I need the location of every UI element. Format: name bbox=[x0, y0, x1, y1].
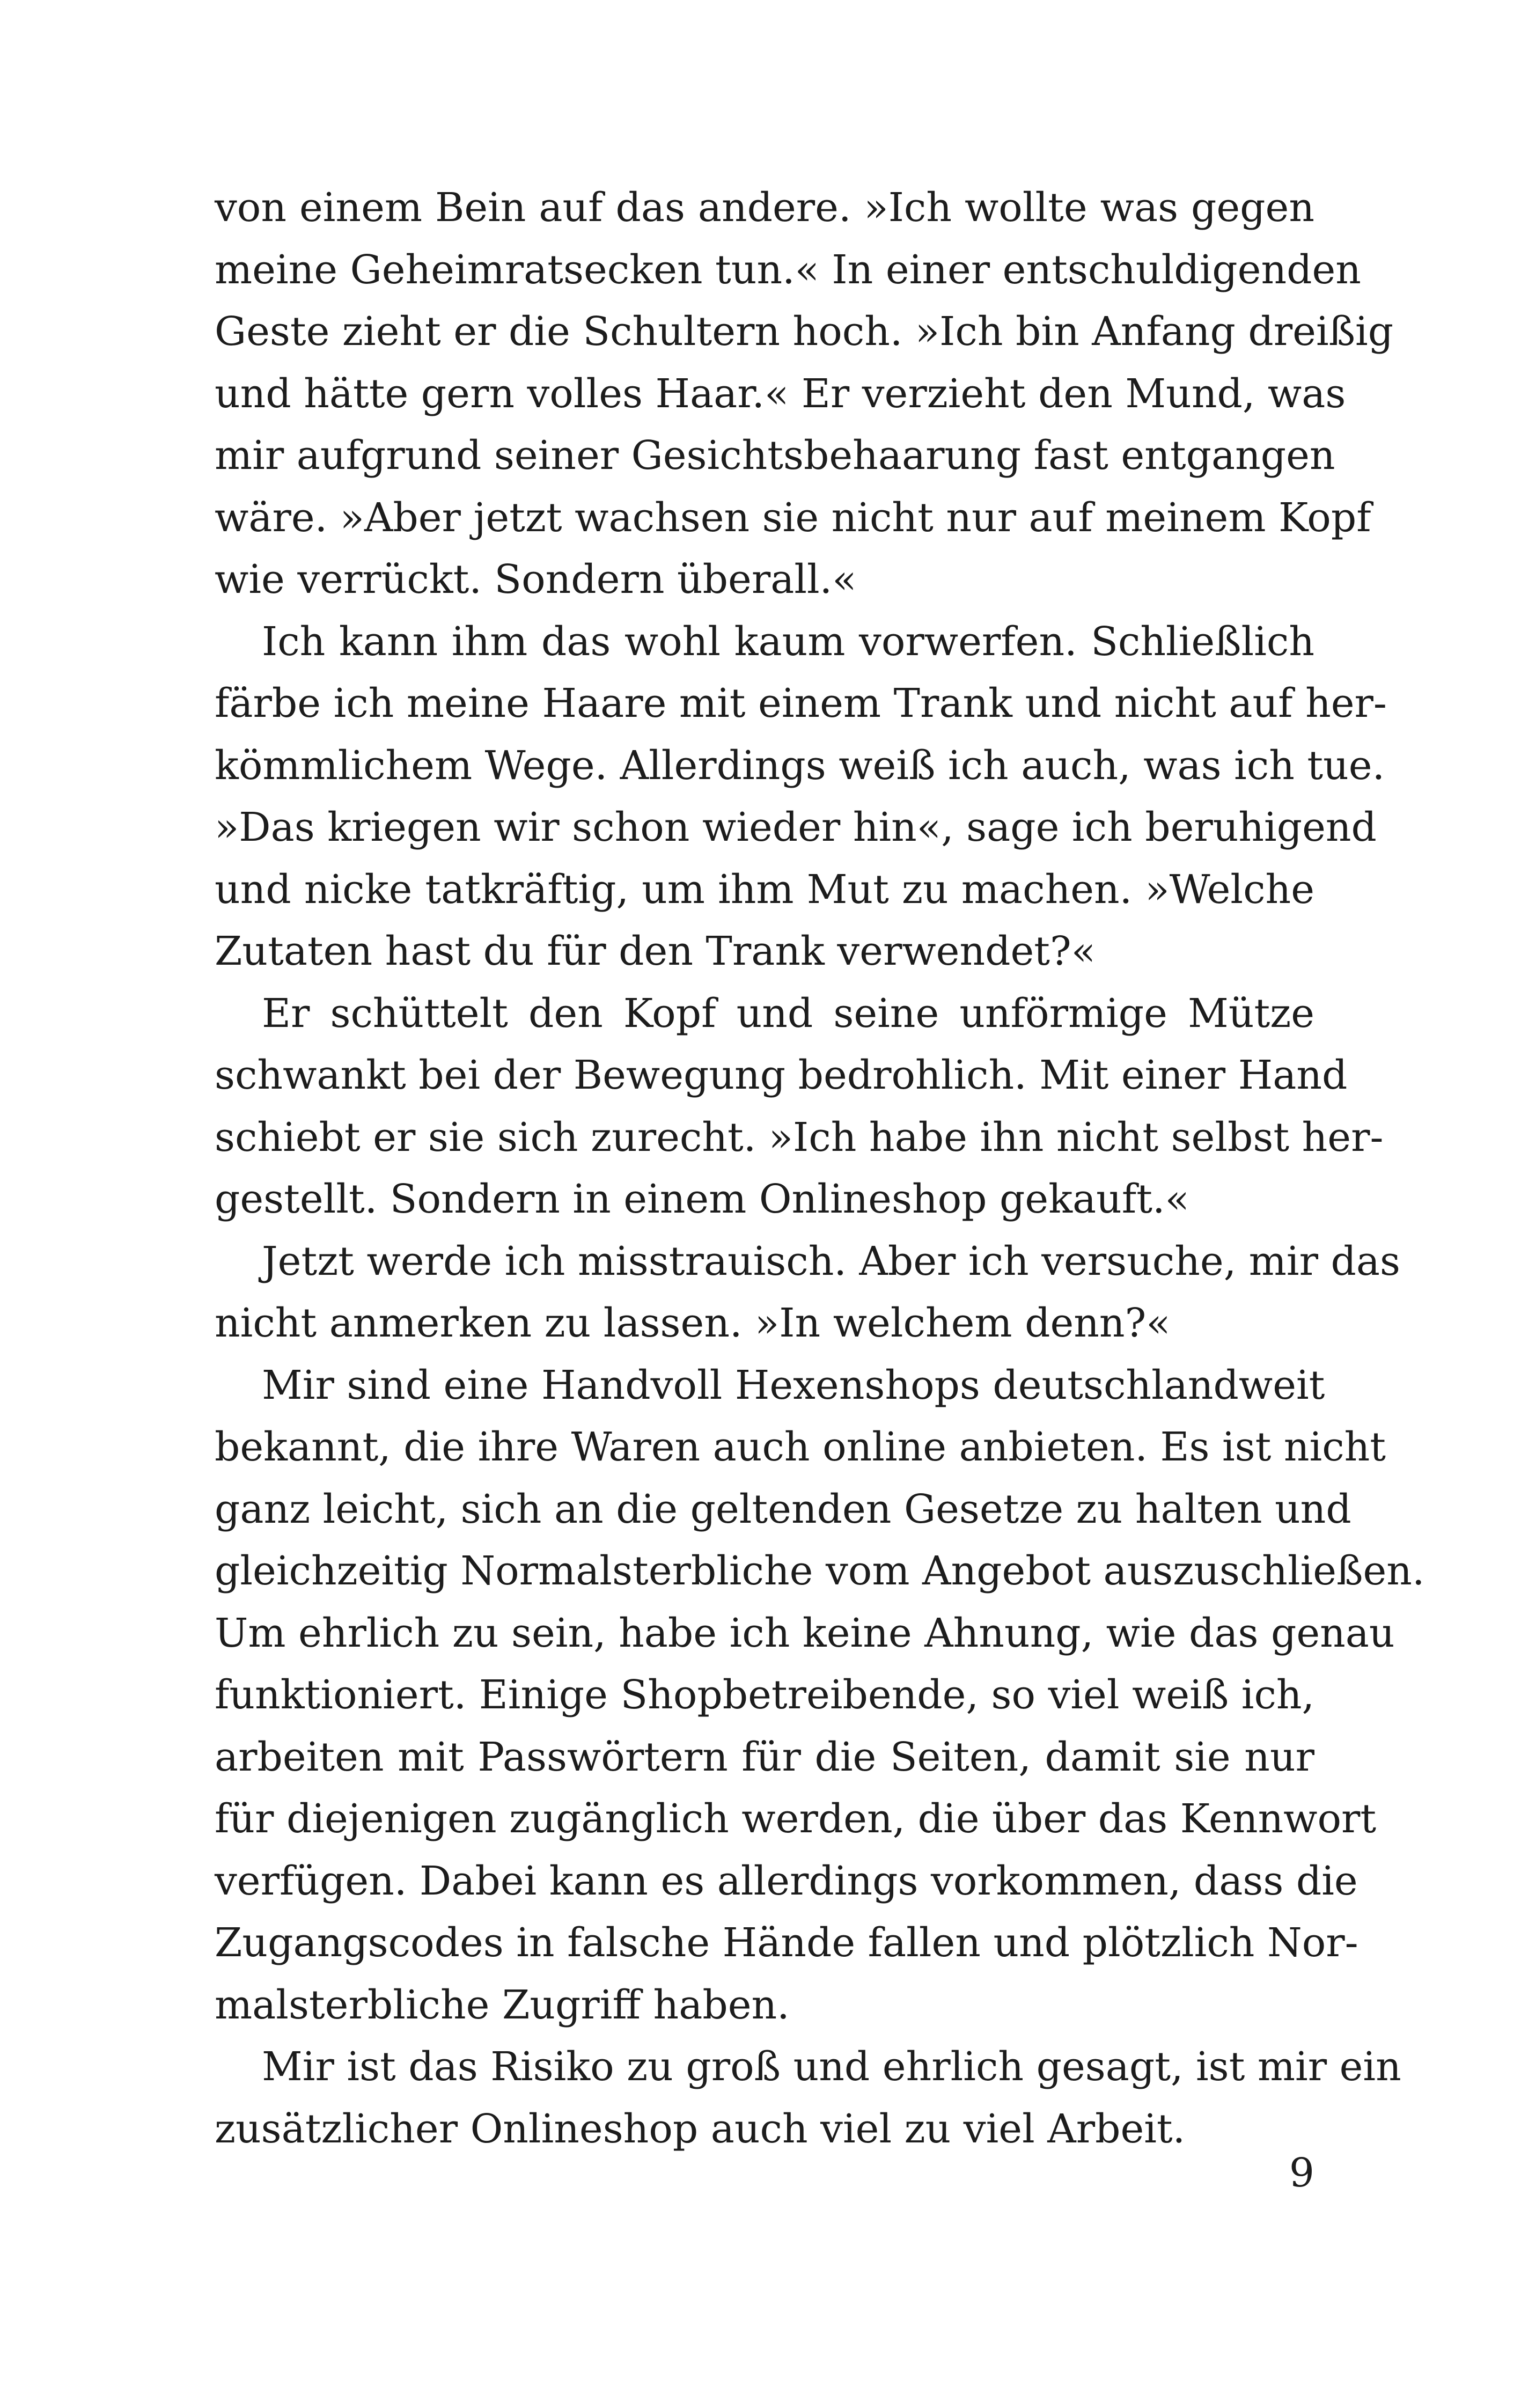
text-line: Zutaten hast du für den Trank verwendet?« bbox=[215, 928, 1096, 974]
text-line: nicht anmerken zu lassen. »In welchem denn?« bbox=[215, 1300, 1171, 1346]
text-line: arbeiten mit Passwörtern für die Seiten, damit sie nur bbox=[215, 1734, 1314, 1780]
text-line: schwankt bei der Bewegung bedrohlich. Mit einer Hand bbox=[215, 1052, 1348, 1098]
text-line: und hätte gern volles Haar.« Er verzieht den Mund, was bbox=[215, 370, 1346, 417]
text-line: färbe ich meine Haare mit einem Trank und nicht auf her- bbox=[215, 680, 1387, 726]
text-line: wäre. »Aber jetzt wachsen sie nicht nur auf meinem Kopf bbox=[215, 494, 1371, 541]
text-line: funktioniert. Einige Shopbetreibende, so viel weiß ich, bbox=[215, 1672, 1315, 1718]
text-line: von einem Bein auf das andere. »Ich wollte was gegen bbox=[215, 185, 1314, 231]
paragraph bbox=[215, 1355, 1425, 2037]
text-line: und nicke tatkräftig, um ihm Mut zu machen. »Welche bbox=[215, 866, 1314, 913]
page-number: 9 bbox=[1289, 2150, 1314, 2196]
text-line: Jetzt werde ich misstrauisch. Aber ich versuche, mir das bbox=[262, 1238, 1400, 1284]
text-line: Zugangscodes in falsche Hände fallen und plötzlich Nor- bbox=[215, 1920, 1358, 1966]
paragraph bbox=[215, 1231, 1400, 1355]
text-line: für diejenigen zugänglich werden, die über das Kennwort bbox=[215, 1796, 1377, 1842]
text-line: Mir ist das Risiko zu groß und ehrlich gesagt, ist mir ein bbox=[262, 2044, 1401, 2090]
text-line: wie verrückt. Sondern überall.« bbox=[215, 556, 857, 603]
text-line: Um ehrlich zu sein, habe ich keine Ahnung, wie das genau bbox=[215, 1610, 1395, 1656]
paragraph bbox=[215, 983, 1384, 1231]
text-line: gleichzeitig Normalsterbliche vom Angebot auszuschließen. bbox=[215, 1548, 1425, 1594]
text-line: malsterbliche Zugriff haben. bbox=[215, 1981, 790, 2028]
text-line: »Das kriegen wir schon wieder hin«, sage ich beruhigend bbox=[215, 804, 1377, 850]
text-line: Er schüttelt den Kopf und seine unförmige Mütze bbox=[262, 990, 1314, 1037]
text-line: Geste zieht er die Schultern hoch. »Ich bin Anfang dreißig bbox=[215, 309, 1394, 355]
text-line: Ich kann ihm das wohl kaum vorwerfen. Schließlich bbox=[262, 618, 1314, 665]
text-line: Mir sind eine Handvoll Hexenshops deutschlandweit bbox=[262, 1362, 1325, 1408]
paragraph bbox=[215, 177, 1394, 611]
text-line: bekannt, die ihre Waren auch online anbieten. Es ist nicht bbox=[215, 1424, 1386, 1470]
text-line: ganz leicht, sich an die geltenden Gesetze zu halten und bbox=[215, 1486, 1351, 1532]
body-text bbox=[215, 177, 1425, 2160]
text-line: meine Geheimratsecken tun.« In einer entschuldigenden bbox=[215, 246, 1361, 293]
paragraph bbox=[215, 611, 1387, 983]
text-line: gestellt. Sondern in einem Onlineshop gekauft.« bbox=[215, 1176, 1189, 1222]
text-line: mir aufgrund seiner Gesichtsbehaarung fast entgangen bbox=[215, 432, 1335, 479]
text-line: kömmlichem Wege. Allerdings weiß ich auch, was ich tue. bbox=[215, 742, 1385, 789]
text-line: zusätzlicher Onlineshop auch viel zu viel Arbeit. bbox=[215, 2105, 1186, 2152]
paragraph bbox=[215, 2036, 1401, 2160]
text-line: verfügen. Dabei kann es allerdings vorkommen, dass die bbox=[215, 1858, 1358, 1904]
text-line: schiebt er sie sich zurecht. »Ich habe ihn nicht selbst her- bbox=[215, 1114, 1384, 1161]
